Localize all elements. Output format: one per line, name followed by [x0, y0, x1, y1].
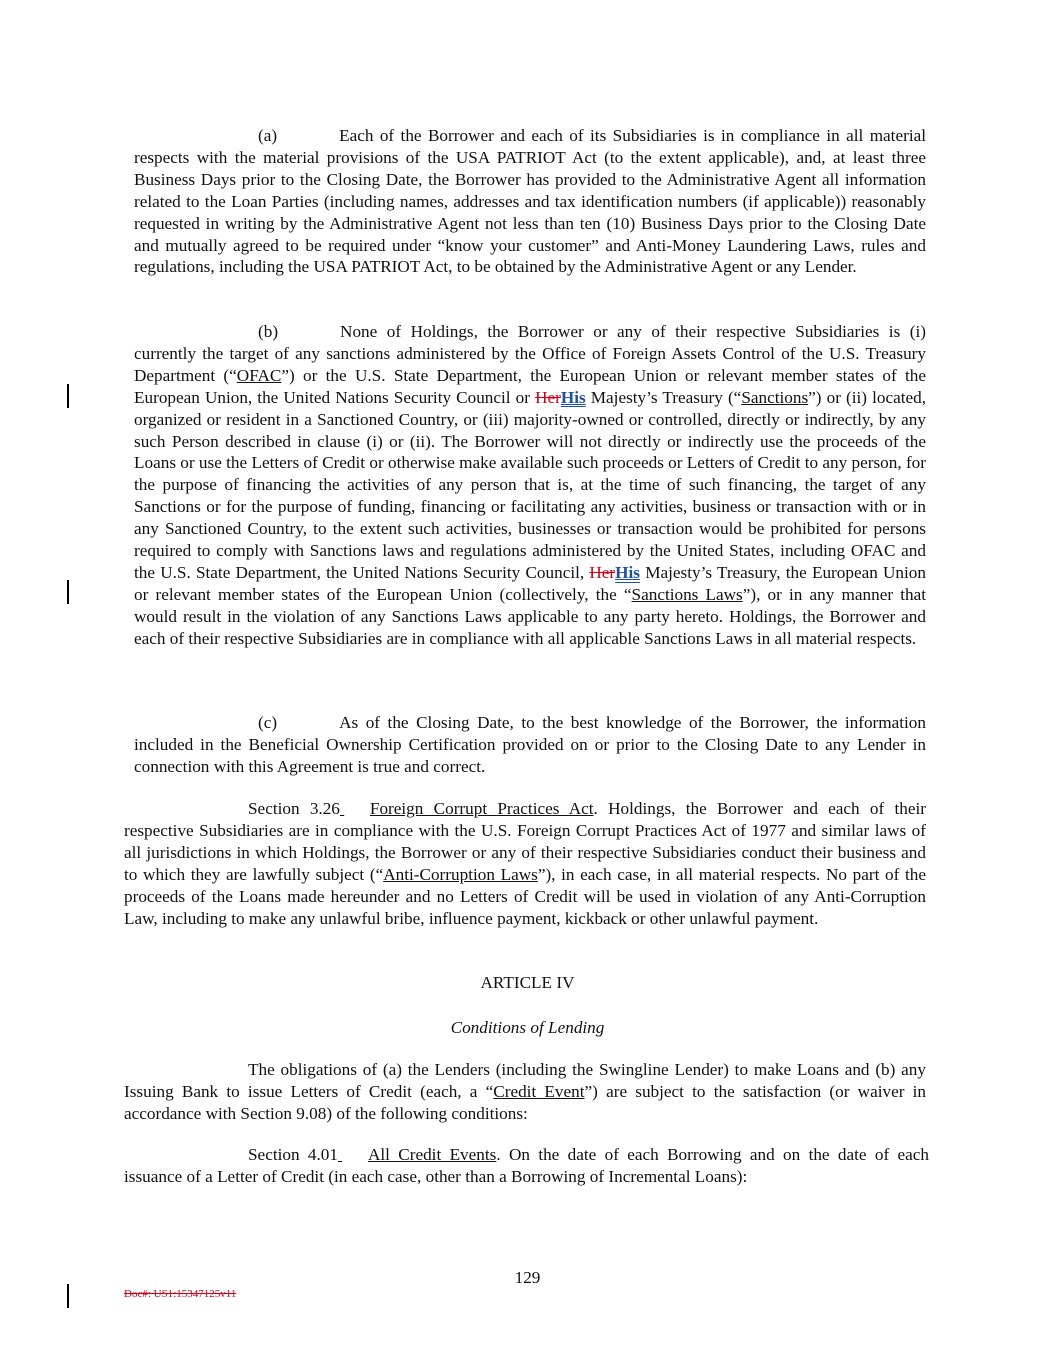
section-heading: Foreign Corrupt Practices Act [369, 799, 594, 818]
section-3-26-text-1: . Holdings, the Borrower and each of their respective Subsidiaries are in compliance with the U.S. Foreign Corrupt Practices Act of 1977 and similar laws of all jurisdictions in which Holdings, the Borrower or any of their respective Subsidiaries conduct their business and to which they are lawfully subject (“ [124, 799, 926, 884]
article-intro [124, 1059, 926, 1125]
paragraph-c-label: (c) [258, 713, 278, 732]
paragraph-b-text-5: Majesty’s Treasury, the European Union or relevant member states of the European Union (collectively, the “ [134, 562, 926, 604]
article-title: ARTICLE IV [480, 973, 575, 992]
defined-term-credit-event: Credit Event [493, 1081, 585, 1101]
paragraph-b-text-1: None of Holdings, the Borrower or any of their respective Subsidiaries is (i) currently the target of any sanctions administered by the Office of Foreign Assets Control of the U.S. Treasury Department (“ [134, 322, 926, 385]
inserted-text: His [560, 387, 586, 407]
section-number: Section 4.01 [248, 1145, 338, 1164]
article-intro-text-1: The obligations of (a) the Lenders (including the Swingline Lender) to make Loans and (b) any Issuing Bank to issue Letters of Credit (each, a “ [124, 1060, 926, 1101]
paragraph-b-text-3: Majesty’s Treasury (“ [585, 387, 742, 407]
section-3-26 [124, 798, 926, 929]
article-subtitle: Conditions of Lending [450, 1018, 605, 1037]
section-number: Section 3.26 [248, 799, 340, 818]
inserted-text: His [615, 562, 640, 582]
paragraph-a [134, 125, 926, 278]
change-bar [67, 384, 69, 408]
defined-term-ofac: OFAC [236, 365, 282, 385]
defined-term-sanctions: Sanctions [741, 387, 809, 407]
paragraph-a-label: (a) [258, 126, 278, 145]
paragraph-c-text: As of the Closing Date, to the best knowledge of the Borrower, the information included in the Beneficial Ownership Certification provided on or prior to the Closing Date to any Lender in connection with this Agreement is true and correct. [134, 713, 926, 776]
change-bar [67, 580, 69, 604]
paragraph-a-text: Each of the Borrower and each of its Subsidiaries is in compliance in all material respects with the material provisions of the USA PATRIOT Act (to the extent applicable), and, at least three Business Days prior to the Closing Date, the Borrower has provided to the Administrative Agent all information related to the Loan Parties (including names, addresses and tax identification numbers (if applicable)) reasonably requested in writing by the Administrative Agent not less than ten (10) Business Days prior to the Closing Date and mutually agreed to be required under “know your customer” and Anti-Money Laundering Laws, rules and regulations, including the USA PATRIOT Act, to be obtained by the Administrative Agent or any Lender. [134, 126, 926, 277]
defined-term-anti-corruption-laws: Anti-Corruption Laws [383, 864, 538, 884]
paragraph-b [134, 321, 926, 650]
section-heading: All Credit Events [367, 1145, 497, 1164]
deleted-text: Her [589, 562, 616, 582]
document-id: Doc#: US1:15347125v11 [124, 1288, 237, 1300]
article-intro-text-2: ”) are subject to the satisfaction (or waiver in accordance with Section 9.08) of the following conditions: [124, 1081, 926, 1123]
deleted-text: Her [535, 387, 561, 407]
section-4-01-text: . On the date of each Borrowing and on the date of each issuance of a Letter of Credit (in each case, other than a Borrowing of Incremental Loans): [124, 1145, 929, 1186]
paragraph-b-label: (b) [258, 322, 279, 341]
page-number: 129 [514, 1268, 541, 1287]
paragraph-c [134, 712, 926, 778]
paragraph-b-text-2: ”) or the U.S. State Department, the European Union or relevant member states of the European Union, the United Nations Security Council or [134, 365, 926, 407]
paragraph-b-text-4: ”) or (ii) located, organized or resident in a Sanctioned Country, or (iii) majority-owned or controlled, directly or indirectly, by any such Person described in clause (i) or (ii). The Borrower will not directly or indirectly use the proceeds of the Loans or use the Letters of Credit or otherwise make available such proceeds or Letters of Credit to any person, for the purpose of financing the activities of any person that is, at the time of such financing, the target of any Sanctions or for the purpose of funding, financing or facilitating any activities, business or transaction with or in any Sanctioned Country, to the extent such activities, businesses or transaction would be prohibited for persons required to comply with Sanctions laws and regulations administered by the United States, including OFAC and the U.S. State Department, the United Nations Security Council, [134, 387, 927, 582]
defined-term-sanctions-laws: Sanctions Laws [631, 584, 743, 604]
paragraph-b-text-6: ”), or in any manner that would result in the violation of any Sanctions Laws applicable to any party hereto. Holdings, the Borrower and each of their respective Subsidiaries are in compliance with all applicable Sanctions Laws in all material respects. [134, 584, 926, 648]
section-4-01 [124, 1144, 929, 1188]
section-3-26-text-2: ”), in each case, in all material respects. No part of the proceeds of the Loans made hereunder and no Letters of Credit will be used in violation of any Anti-Corruption Law, including to make any unlawful bribe, influence payment, kickback or other unlawful payment. [124, 864, 926, 928]
